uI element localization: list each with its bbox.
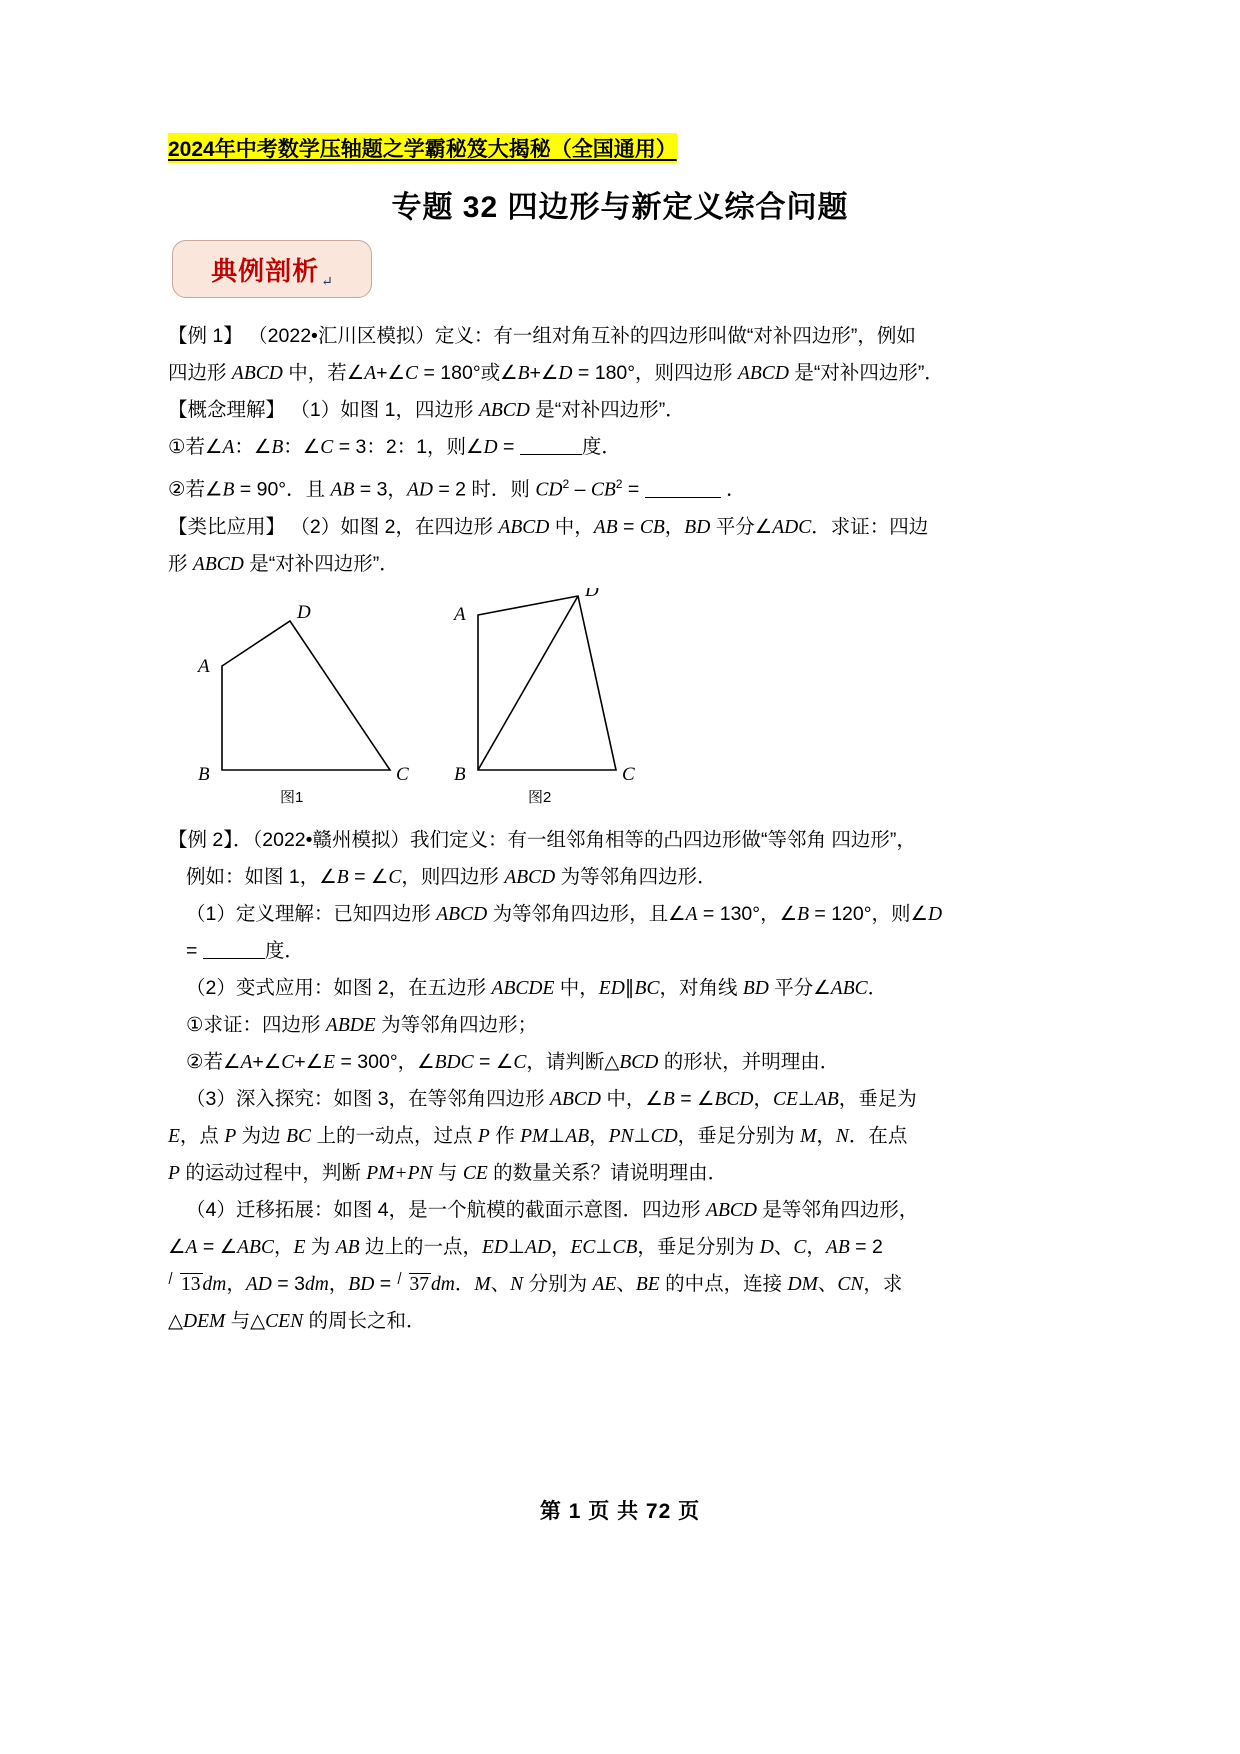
text-run: 【概念理解】 （1）如图 1，四边形 [168,399,479,421]
figure-2-quadrilateral [478,596,616,770]
text-run: 【例 1】 （2022•汇川区模拟）定义：有一组对角互补的四边形叫做“对补四边形”，例如 [168,325,916,347]
text-run: （2）变式应用：如图 2，在五边形 [186,977,492,999]
text-run: ． [867,977,888,999]
math-variable: ABCD [550,1089,601,1110]
math-variable: C [388,867,402,888]
math-variable: AB [593,516,618,538]
text-run: ②若∠ [186,1051,241,1073]
text-run: 【类比应用】 （2）如图 2，在四边形 [168,515,499,538]
figure-1-quadrilateral [222,621,390,770]
math-variable: CB [590,479,616,501]
figure-1-vertex-a: A [198,656,210,677]
math-variable: BCD [714,1089,754,1110]
math-variable: ABCD [192,553,244,575]
text-run: = 180°或∠ [418,362,518,384]
math-variable: B [662,1089,675,1110]
section-badge [172,240,372,298]
text-run: = 300°，∠ [335,1051,435,1073]
math-variable: CB [612,1237,638,1258]
text-line [168,318,1078,355]
text-run: ． [454,1273,475,1295]
math-variable: ABC [830,978,868,999]
text-run: ， [589,1125,609,1147]
text-line [168,392,1078,429]
text-run: ⊥ [797,1088,815,1110]
text-run: = 2 [849,1236,883,1258]
text-run: ，垂足为 [838,1088,917,1110]
text-run: ，垂足分别为 [637,1236,760,1258]
text-run: ②若∠ [168,478,223,501]
text-run: = 120°，则∠ [808,903,929,925]
text-run: ， [551,1236,571,1258]
text-run: 的周长之和． [303,1310,426,1332]
answer-blank[interactable] [203,958,265,959]
figure-2-diagonal-bd [478,596,578,770]
text-line [168,1007,1078,1044]
text-line [168,546,1078,583]
text-run: （3）深入探究：如图 3，在等邻角四边形 [186,1088,551,1110]
text-run: +∠ [294,1051,324,1073]
math-variable: ABCDE [491,978,555,999]
math-variable: CEN [265,1311,304,1332]
text-run: 的数量关系？请说明理由． [487,1162,728,1184]
math-variable: CN [837,1274,864,1295]
text-line [168,1118,1078,1155]
math-variable: ABC [237,1237,274,1258]
text-run: = 3 [271,1273,305,1295]
math-variable: P [477,1126,490,1147]
math-variable: BCD [619,1052,659,1073]
figure-2-vertex-b: B [454,764,466,785]
figure-2-vertex-c: C [622,764,635,785]
text-run: 、 [490,1273,511,1295]
figure-1-caption: 图1 [280,789,304,806]
math-variable: ABCD [737,363,789,384]
text-run: 中，若∠ [282,362,365,384]
math-variable: AD [525,1237,551,1258]
text-run: 的中点，连接 [659,1273,788,1295]
text-run: ⊥ [595,1236,613,1258]
text-run: ， [816,1125,836,1147]
text-run: = 2 时．则 [432,478,536,501]
text-run: +∠ [376,362,406,384]
text-run: 例如：如图 1，∠ [186,866,337,888]
text-run: ⊥ [633,1125,651,1147]
math-variable: BE [635,1274,660,1295]
text-run: △ [168,1310,183,1332]
math-variable: BD [742,978,769,999]
math-variable: ABCD [436,904,488,925]
text-run: ， [226,1273,246,1295]
text-line [168,1303,1078,1340]
text-run: ，对角线 [659,977,743,999]
text-run: = [622,478,645,501]
page-footer: 第 1 页 共 72 页 [539,1500,701,1523]
text-run: 、 [773,1236,794,1258]
text-run: ，点 [179,1125,225,1147]
text-run: – [569,478,591,501]
text-run: ， [273,1236,294,1258]
math-variable: M [800,1126,817,1147]
text-line [168,429,1078,466]
math-variable: ABCD [498,516,550,538]
math-variable: ABDE [325,1015,376,1036]
math-variable: ABCD [504,867,556,888]
text-line [168,970,1078,1007]
square-root: 13 [168,1266,203,1303]
text-run: 与 [432,1162,463,1184]
text-run: ， [664,515,685,538]
math-variable: BD [684,516,711,538]
text-run: ①若∠ [168,436,223,458]
text-run: ， [328,1273,349,1295]
text-run: ． [720,478,746,501]
math-variable: DM [787,1274,818,1295]
text-run: 为等邻角四边形； [375,1014,538,1036]
text-run: ，请判断△ [526,1051,620,1073]
example-1-body [168,318,1078,583]
text-run: 与△ [225,1310,266,1332]
answer-blank[interactable] [645,497,721,498]
figure-1-vertex-c: C [396,764,409,785]
math-variable: CE [462,1163,488,1184]
math-variable: D [558,363,573,384]
answer-blank[interactable] [520,454,582,455]
math-variable: M [474,1274,491,1295]
math-variable: A [364,363,377,384]
text-line [168,355,1078,392]
math-variable: AD [245,1274,272,1295]
math-variable: PM [520,1126,549,1147]
text-run: 为等邻角四边形，且∠ [487,903,686,925]
text-run: 平分∠ [768,977,831,999]
text-line [168,1266,1078,1303]
math-variable: A [240,1052,253,1073]
text-line [168,822,1078,859]
math-variable: AB [825,1237,850,1258]
text-run: = [617,515,640,538]
text-run: ∠ [168,1236,186,1258]
text-run: = 3：2：1，则∠ [333,436,484,458]
figure-1-vertex-d: D [297,602,311,623]
text-run: ①求证：四边形 [186,1014,326,1036]
math-variable: dm [304,1274,329,1295]
text-run: 【例 2】．（2022•赣州模拟）我们定义：有一组邻角相等的凸四边形做“等邻角 四边形”， [168,829,916,851]
text-run: ∥ [624,977,635,999]
text-line [168,1044,1078,1081]
pilcrow-mark: ↵ [321,275,333,290]
figure-1-shape [196,602,409,785]
math-variable: PN [608,1126,634,1147]
text-run: ：∠ [283,436,321,458]
math-variable: C [793,1237,807,1258]
text-run: ⊥ [508,1236,525,1258]
math-variable: N [510,1274,524,1295]
math-variable: CD [650,1126,678,1147]
text-run: ， [806,1236,826,1258]
math-variable: AB [565,1126,590,1147]
text-run: = 130°，∠ [697,903,798,925]
text-line [168,859,1078,896]
math-variable: ABCD [706,1200,757,1221]
text-run: 度． [581,436,621,458]
math-variable: E [323,1052,336,1073]
math-variable: A [185,1237,198,1258]
text-run: = 180°，则四边形 [572,362,738,384]
text-run: +∠ [529,362,559,384]
math-variable: ADC [772,516,812,538]
square-root: 37 [397,1266,432,1303]
figure-2-vertex-a: A [454,604,466,625]
text-run: ，则四边形 [401,866,505,888]
math-variable: C [320,437,334,458]
text-run: = [186,940,203,962]
text-run: = 90°．且 [234,478,331,501]
text-run: 中，∠ [600,1088,663,1110]
math-variable: AD [406,479,433,501]
text-run: 为 [305,1236,336,1258]
text-run: 、 [817,1273,838,1295]
figure-2-caption: 图2 [528,789,552,806]
text-line [168,1155,1078,1192]
math-variable: A [685,904,698,925]
math-variable: P [224,1126,237,1147]
text-run: 是等邻角四边形， [756,1199,919,1221]
text-run: = ∠ [197,1236,238,1258]
exponent: 2 [562,477,570,491]
math-variable: BC [634,978,660,999]
text-line [168,509,1078,546]
text-run: 为边 [236,1125,287,1147]
document-banner: 2024年中考数学压轴题之学霸秘笈大揭秘（全国通用） [168,133,677,163]
example-2-body [168,822,1078,1340]
text-run: ，求 [863,1273,903,1295]
math-variable: EC [570,1237,596,1258]
text-run: 、 [616,1273,636,1295]
math-variable: DEM [183,1311,226,1332]
math-variable: AB [330,479,355,501]
math-variable: C [405,363,419,384]
text-line [168,1081,1078,1118]
text-run: ， [753,1088,774,1110]
math-variable: B [517,363,530,384]
text-run: +∠ [252,1051,282,1073]
figure-2-shape [452,588,635,785]
text-run: 是“对补四边形”． [788,362,944,384]
math-variable: D [928,904,943,925]
math-variable: AB [335,1237,360,1258]
text-run: 为等邻角四边形． [555,866,717,888]
math-variable: B [336,867,349,888]
text-run: ：∠ [234,436,272,458]
math-variable: P [168,1163,180,1184]
text-run: （4）迁移拓展：如图 4，是一个航模的截面示意图．四边形 [186,1199,707,1221]
text-run: ⊥ [548,1125,566,1147]
text-line [168,896,1078,933]
figure-1-vertex-b: B [198,764,210,785]
section-badge-label: 典例剖析 [211,255,320,286]
math-variable: CE [773,1089,798,1110]
figure-group [168,588,1078,813]
text-run: = [497,436,520,458]
text-run: 中， [549,515,594,538]
text-run: 的形状，并明理由． [658,1051,840,1073]
text-line [168,1192,1078,1229]
text-line [168,466,1078,509]
text-run: = ∠ [473,1051,514,1073]
text-run: = 3， [354,478,407,501]
text-run: 平分∠ [710,515,773,538]
text-line [168,933,1078,970]
text-run: （1）定义理解：已知四边形 [186,903,437,925]
figure-2-vertex-d: D [585,588,599,601]
math-variable: dm [202,1274,227,1295]
math-variable: A [222,437,235,458]
text-run: 的运动过程中，判断 [179,1162,367,1184]
exponent: 2 [615,477,623,491]
math-variable: C [513,1052,527,1073]
math-variable: B [271,437,284,458]
text-run: 形 [168,552,193,575]
math-variable: AB [814,1089,839,1110]
math-variable: ABCD [478,400,530,421]
math-variable: N [835,1126,849,1147]
text-run: 是“对补四边形”． [243,552,399,575]
math-variable: CD [535,479,563,501]
math-variable: B [222,479,235,501]
math-variable: ABCD [231,363,283,384]
page-title: 专题 32 四边形与新定义综合问题 [391,191,849,224]
text-run: 作 [489,1125,521,1147]
text-run: ．求证：四边 [811,515,929,538]
math-variable: ED [482,1237,508,1258]
math-variable: D [483,437,498,458]
text-run: 边上的一点， [359,1236,482,1258]
math-variable: D [759,1237,774,1258]
math-variable: BC [286,1126,312,1147]
text-run: ．在点 [848,1125,908,1147]
geometry-figures-svg [168,588,1078,813]
math-variable: ED [598,978,625,999]
figure-captions [168,786,1078,810]
text-run: 分别为 [523,1273,593,1295]
math-variable: E [168,1126,180,1147]
text-run: 四边形 [168,362,232,384]
text-run: = [374,1273,397,1295]
text-run: 上的一动点，过点 [311,1125,478,1147]
text-run: = ∠ [674,1088,715,1110]
math-variable: C [281,1052,295,1073]
math-variable: E [293,1237,306,1258]
text-run: 度． [264,940,304,962]
math-variable: B [797,904,809,925]
text-line [168,1229,1078,1266]
math-variable: BDC [434,1052,474,1073]
math-variable: PM+PN [366,1163,433,1184]
text-run: 是“对补四边形”． [529,399,685,421]
math-variable: CB [639,516,665,538]
text-run: ，垂足分别为 [677,1125,801,1147]
math-variable: dm [431,1274,455,1295]
math-variable: AE [592,1274,617,1295]
text-run: 中， [554,977,599,999]
math-variable: BD [348,1274,375,1295]
text-run: = ∠ [348,866,389,888]
